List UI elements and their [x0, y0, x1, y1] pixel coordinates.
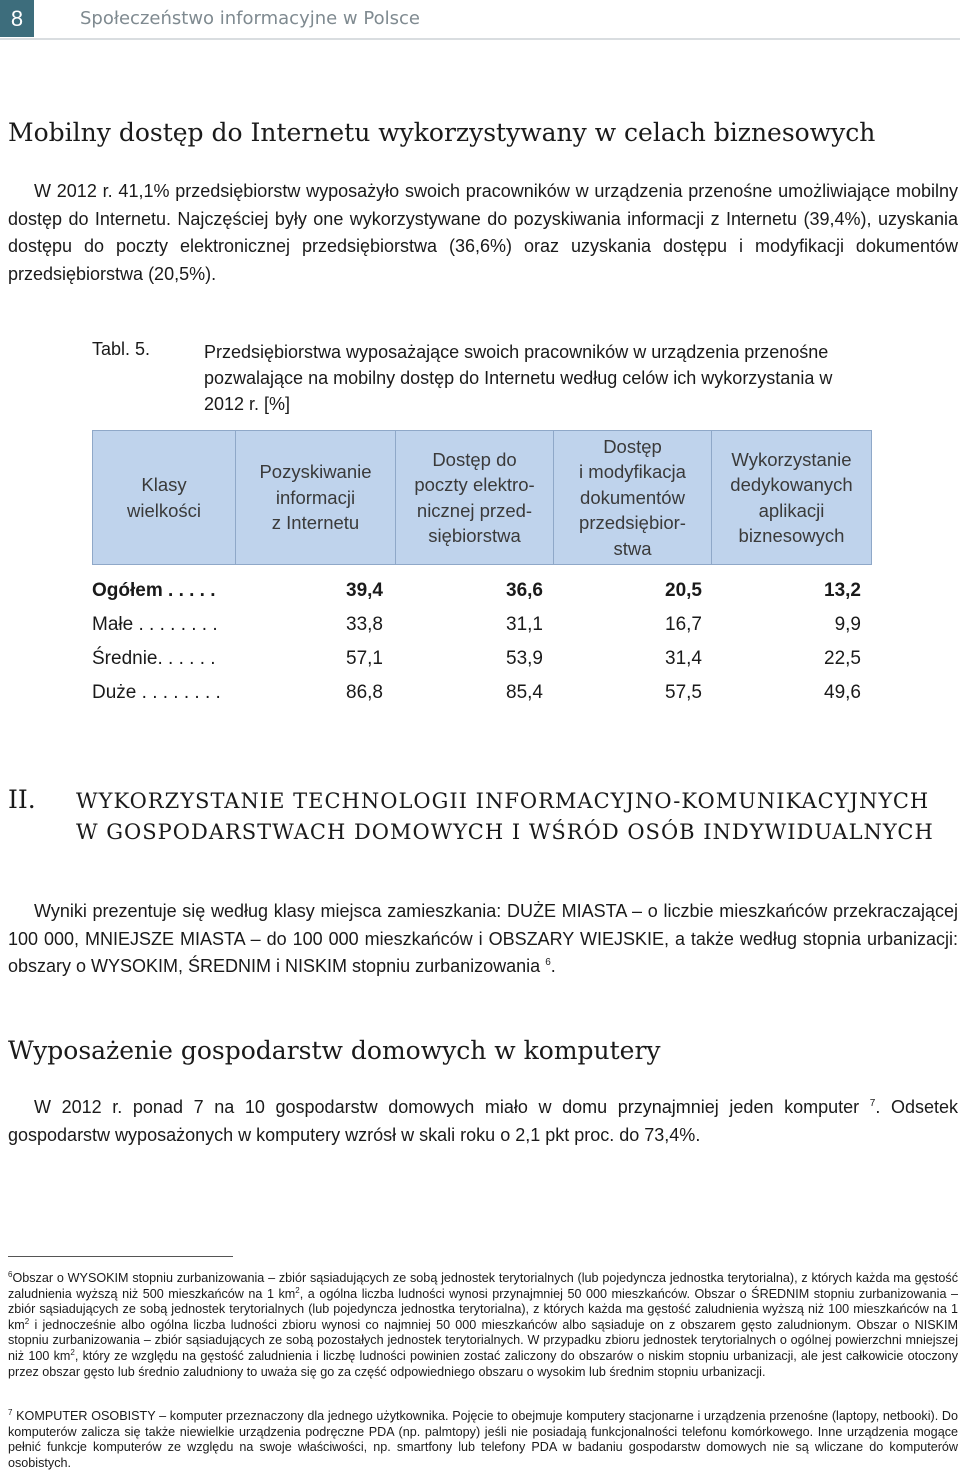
cell-value: 86,8 [346, 682, 383, 703]
table-row [92, 676, 872, 710]
footnote-ref: 6 [545, 957, 551, 968]
table-header-cell: Wykorzystanie dedykowanych aplikacji biznesowych [730, 448, 853, 546]
cell-value: 36,6 [506, 580, 543, 601]
page-number-badge [0, 0, 34, 37]
paragraph-text: W 2012 r. ponad 7 na 10 gospodarstw domowych miało w domu przynajmniej jeden komputer [34, 1097, 860, 1117]
cell-value: 20,5 [665, 580, 702, 601]
table-header-cell: Pozyskiwanie informacji z Internetu [236, 431, 396, 564]
chapter-title [76, 786, 934, 848]
row-label: Średnie. . . . . . [92, 648, 216, 669]
footnote-ref: 7 [869, 1098, 876, 1109]
cell-value: 57,5 [665, 682, 702, 703]
cell-value: 57,1 [346, 648, 383, 669]
table-header-cell: Dostęp do poczty elektro- nicznej przed- siębiorstwa [396, 431, 554, 564]
chapter-title-line: WYKORZYSTANIE TECHNOLOGII INFORMACYJNO-KOMUNIKACYJNYCH [76, 789, 930, 813]
cell-value: 31,4 [665, 648, 702, 669]
header-divider [0, 38, 960, 40]
table-label: Tabl. 5. [92, 339, 151, 359]
chapter-number: II. [8, 785, 36, 814]
cell-value: 22,5 [824, 648, 861, 669]
cell-value: 53,9 [506, 648, 543, 669]
footnote-divider [8, 1256, 233, 1257]
cell-value: 9,9 [834, 614, 861, 635]
cell-value: 49,6 [824, 682, 861, 703]
page-number: 8 [10, 5, 24, 31]
section-heading-mobile-access: Mobilny dostęp do Internetu wykorzystywany w celach biznesowych [8, 118, 876, 147]
running-header: Społeczeństwo informacyjne w Polsce [80, 8, 420, 29]
row-label: Małe . . . . . . . . [92, 614, 218, 635]
row-label: Duże . . . . . . . . [92, 682, 221, 703]
paragraph-text: W 2012 r. 41,1% przedsiębiorstw wyposażyło swoich pracowników w urządzenia przenośne umożliwiające mobilny dostęp do Internetu. Najczęściej były one wykorzystywane do pozyskiwania informacji z Internetu (39,4%), uzyskania dostępu do poczty elektronicznej przedsiębiorstwa (36,6%) oraz uzyskania dostępu i modyfikacji dokumentów przedsiębiorstwa (20,5%). [8, 181, 958, 284]
footnote-7: $^7$ KOMPUTER OSOBISTY – komputer przeznaczony dla jednego użytkownika. Pojęcie to obejmuje komputery stacjonarne i urządzenia przenośne (laptopy, netbooki). Do komputerów zalicza się także niewielkie urządzenia podręczne PDA (np. palmtopy) jeśli nie posiadają funkcjonalności telefonu komórkowego. Inne urządzenia mogące pełnić funkcje komputerów ze względu na swoje właściwości, np. smartfony lub telefony PDA w badaniu gospodarstw domowych nie są wliczane do komputerów osobistych. [8, 1407, 958, 1470]
chapter-intro-paragraph: Wyniki prezentuje się według klasy miejsca zamieszkania: DUŻE MIASTA – o liczbie mieszkańców przekraczającej 100 000, MNIEJSZE MIASTA – do 100 000 mieszkańców i OBSZARY WIEJSKIE, a także według stopnia urbanizacji: obszary o WYSOKIM, ŚREDNIM i NISKIM stopniu zurbanizowania $^6$. [8, 901, 958, 976]
paragraph-text: . Odsetek gospodarstw wyposażonych w komputery wzrósł w skali roku o 2,1 pkt proc. do 73,4%. [8, 1097, 958, 1145]
table-row [92, 574, 872, 608]
section-paragraph-mobile-access [8, 178, 958, 288]
table-title: Przedsiębiorstwa wyposażające swoich pracowników w urządzenia przenośne pozwalające na mobilny dostęp do Internetu według celów ich wykorzystania w 2012 r. [%] [204, 342, 833, 414]
cell-value: 31,1 [506, 614, 543, 635]
chapter-title-line: W GOSPODARSTWACH DOMOWYCH I WŚRÓD OSÓB INDYWIDUALNYCH [76, 820, 934, 844]
table-header-cell: Dostęp i modyfikacja dokumentów przedsiębior- stwa [554, 431, 712, 564]
cell-value: 33,8 [346, 614, 383, 635]
table-header [92, 430, 872, 565]
table-header-cell: Klasy wielkości [93, 431, 236, 564]
footnote-6: $^6$Obszar o WYSOKIM stopniu zurbanizowania – zbiór sąsiadujących ze sobą jednostek terytorialnych (lub pojedyncza jednostka terytorialna), z których każda ma gęstość zaludnienia wyższą niż 500 mieszkańców na 1 $km^2$, a ogólna liczba ludności wynosi przynajmniej 50 000 mieszkańców. Obszar o ŚREDNIM stopniu zurbanizowania – zbiór sąsiadujących ze sobą jednostek terytorialnych (lub pojedyncza jednostka terytorialna), z których każda ma gęstość zaludnienia wyższą niż 100 mieszkańców na 1 $km^2$ i jednocześnie albo ogólna liczba ludności zbioru wynosi co najmniej 50 000 mieszkańców albo sąsiaduje on z obszarem gęsto zaludnionym. Obszar o NISKIM stopniu zurbanizowania – zbiór sąsiadujących ze sobą pozostałych jednostek terytorialnych. W przypadku zbioru jednostek terytorialnych o ogólnej powierzchni mniejszej niż 100 $km^2$, który ze względu na gęstość zaludnienia i liczbę ludności powinien zostać zaliczony do obszarów o niskim stopniu urbanizacji, ale jest całkowicie otoczony przez obszar gęsto lub średnio zaludniony to uważa się go za część odpowiedniego obszaru o wysokim lub średnim stopniu urbanizacji. [8, 1269, 958, 1379]
cell-value: 85,4 [506, 682, 543, 703]
paragraph-text: Wyniki prezentuje się według klasy miejsca zamieszkania: DUŻE MIASTA – o liczbie mieszkańców przekraczającej 100 000, MNIEJSZE MIASTA – do 100 000 mieszkańców i OBSZARY WIEJSKIE, a także według stopnia urbanizacji: obszary o WYSOKIM, ŚREDNIM i NISKIM stopniu zurbanizowania [8, 901, 958, 976]
cell-value: 16,7 [665, 614, 702, 635]
table-row [92, 642, 872, 676]
row-label: Ogółem . . . . . [92, 580, 216, 601]
table-row [92, 608, 872, 642]
section-paragraph-computers [8, 1094, 958, 1149]
cell-value: 13,2 [824, 580, 861, 601]
cell-value: 39,4 [346, 580, 383, 601]
section-heading-computers: Wyposażenie gospodarstw domowych w komputery [8, 1036, 661, 1065]
